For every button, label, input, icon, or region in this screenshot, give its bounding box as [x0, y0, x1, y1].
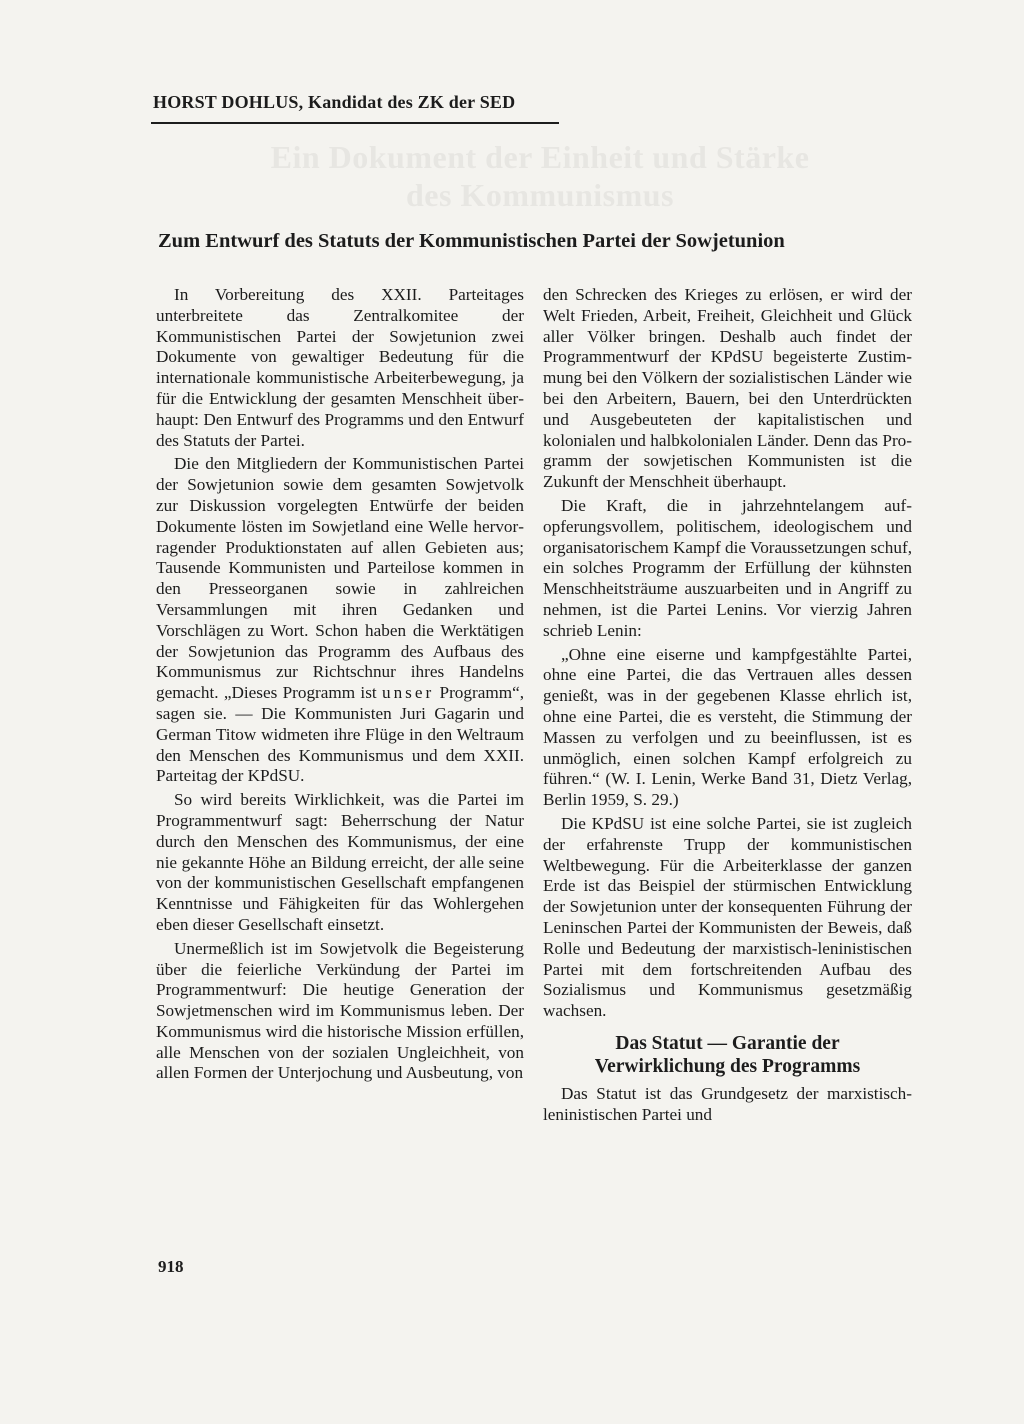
paragraph-text: Programm“, sagen sie. — Die Kommunisten Juri Gagarin und German Titow widmeten ihre Flüge in den Weltraum den Menschen des Kommunismus und dem XXII. Parteitag der KPdSU. [156, 683, 525, 786]
paragraph: Die Kraft, die in jahrzehntelangem aufopferungsvollem, politischem, ideologischem und organisatorischem Kampf die Voraussetzungen schuf, ein solches Programm der Erfüllung der kühnsten Menschheitsträume auszuarbeiten und in Angriff zu nehmen, ist die Partei Lenins. Vor vierzig Jahren schrieb Lenin: [543, 495, 912, 640]
article-title: Zum Entwurf des Statuts der Kommunistischen Partei der Sowjetunion [158, 230, 785, 252]
section-heading [543, 1032, 912, 1078]
page-number: 918 [158, 1257, 184, 1276]
emphasized-word: unser [381, 683, 435, 703]
paragraph [156, 454, 524, 787]
section-heading-line-2: Verwirklichung des Programms [594, 1055, 861, 1077]
paragraph: Das Statut ist das Grundgesetz der marxistisch-leninistischen Partei und [543, 1083, 912, 1124]
faded-heading-line-1: Ein Dokument der Einheit und Stärke [270, 139, 810, 175]
section-heading-line-1: Das Statut — Garantie der [615, 1032, 840, 1054]
paragraph-text: Die den Mitgliedern der Kommunistischen Partei der Sowjetunion sowie dem gesamten Sowjetvolk zur Diskussion vorgelegten Entwürfe der beiden Dokumente lösten im Sowjetland eine Welle hervorragender Produktionstaten auf allen Gebieten aus; Tausende Kommunisten und Parteilose kommen in den Presseorganen sowie in zahlreichen Versammlungen mit ihren Gedanken und Vorschlägen zu Wort. Schon haben die Werktätigen der Sowjetunion das Programm des Aufbaus des Kommunismus zur Richtschnur ihres Handelns gemacht. „Dieses Programm ist [156, 454, 524, 703]
text-column-left [156, 285, 524, 1084]
author-byline: HORST DOHLUS, Kandidat des ZK der SED [153, 92, 516, 112]
quotation: „Ohne eine eiserne und kampfgestählte Partei, ohne eine Partei, die das Vertrauen alles dessen genießt, was in der gegebenen Klasse ehrlich ist, ohne eine Partei, die es versteht, die Stimmung der Massen zu verfolgen und zu beeinflussen, ist es unmöglich, einen solchen Kampf erfolgreich zu führen.“ (W. I. Lenin, Werke Band 31, Dietz Verlag, Berlin 1959, S. 29.) [543, 644, 912, 810]
paragraph: So wird bereits Wirklichkeit, was die Partei im Programmentwurf sagt: Beherrschung der Natur durch den Menschen des Kommunismus, der eine nie gekannte Höhe an Bildung erreicht, der alle seine von der kommunistischen Gesellschaft empfangenen Kenntnisse und Fähigkeiten für das Wohlergehen eben dieser Gesellschaft einsetzt. [156, 790, 524, 934]
paragraph: den Schrecken des Krieges zu erlösen, er wird der Welt Frieden, Arbeit, Freiheit, Gleichheit und Glück aller Völker bringen. Deshalb auch findet der Programmentwurf der KPdSU begeisterte Zustimmung bei den Völkern der sozialistischen Länder wie bei den Arbeitern, Bauern, bei den Unterdrückten und Ausgebeuteten der kapitalistischen und kolonialen und halbkolonialen Länder. Denn das Programm der sowjetischen Kommunisten ist die Zukunft der Menschheit überhaupt. [543, 285, 912, 492]
byline-rule [151, 122, 559, 124]
paragraph: In Vorbereitung des XXII. Parteitages unterbreitete das Zentralkomitee der Kommunistischen Partei der Sowjetunion zwei Dokumente von gewaltiger Bedeutung für die internationale kommunistische Arbeiterbewegung, ja für die Entwicklung der gesamten Menschheit überhaupt: Den Entwurf des Programms und den Entwurf des Statuts der Partei. [156, 285, 524, 450]
paragraph: Unermeßlich ist im Sowjetvolk die Begeisterung über die feierliche Verkündung der Partei im Programmentwurf: Die heutige Generation der Sowjetmenschen wird im Kommunismus leben. Der Kommunismus wird die historische Mission erfüllen, alle Menschen von der sozialen Ungleichheit, von allen Formen der Unterjochung und Ausbeutung, von [156, 938, 524, 1083]
text-column-right [543, 285, 912, 1125]
faded-heading-line-2: des Kommunismus [406, 177, 674, 213]
faded-heading [230, 138, 850, 214]
paragraph: Die KPdSU ist eine solche Partei, sie ist zugleich der erfahrenste Trupp der kommunistischen Weltbewegung. Für die Arbeiterklasse der ganzen Erde ist das Beispiel der stürmischen Entwicklung der Sowjetunion unter der konsequenten Führung der Leninschen Partei der Kommunisten der Beweis, daß Rolle und Bedeutung der marxistisch-leninistischen Partei mit dem fortschreitenden Aufbau des Sozialismus und Kommunismus gesetzmäßig wachsen. [543, 813, 912, 1021]
